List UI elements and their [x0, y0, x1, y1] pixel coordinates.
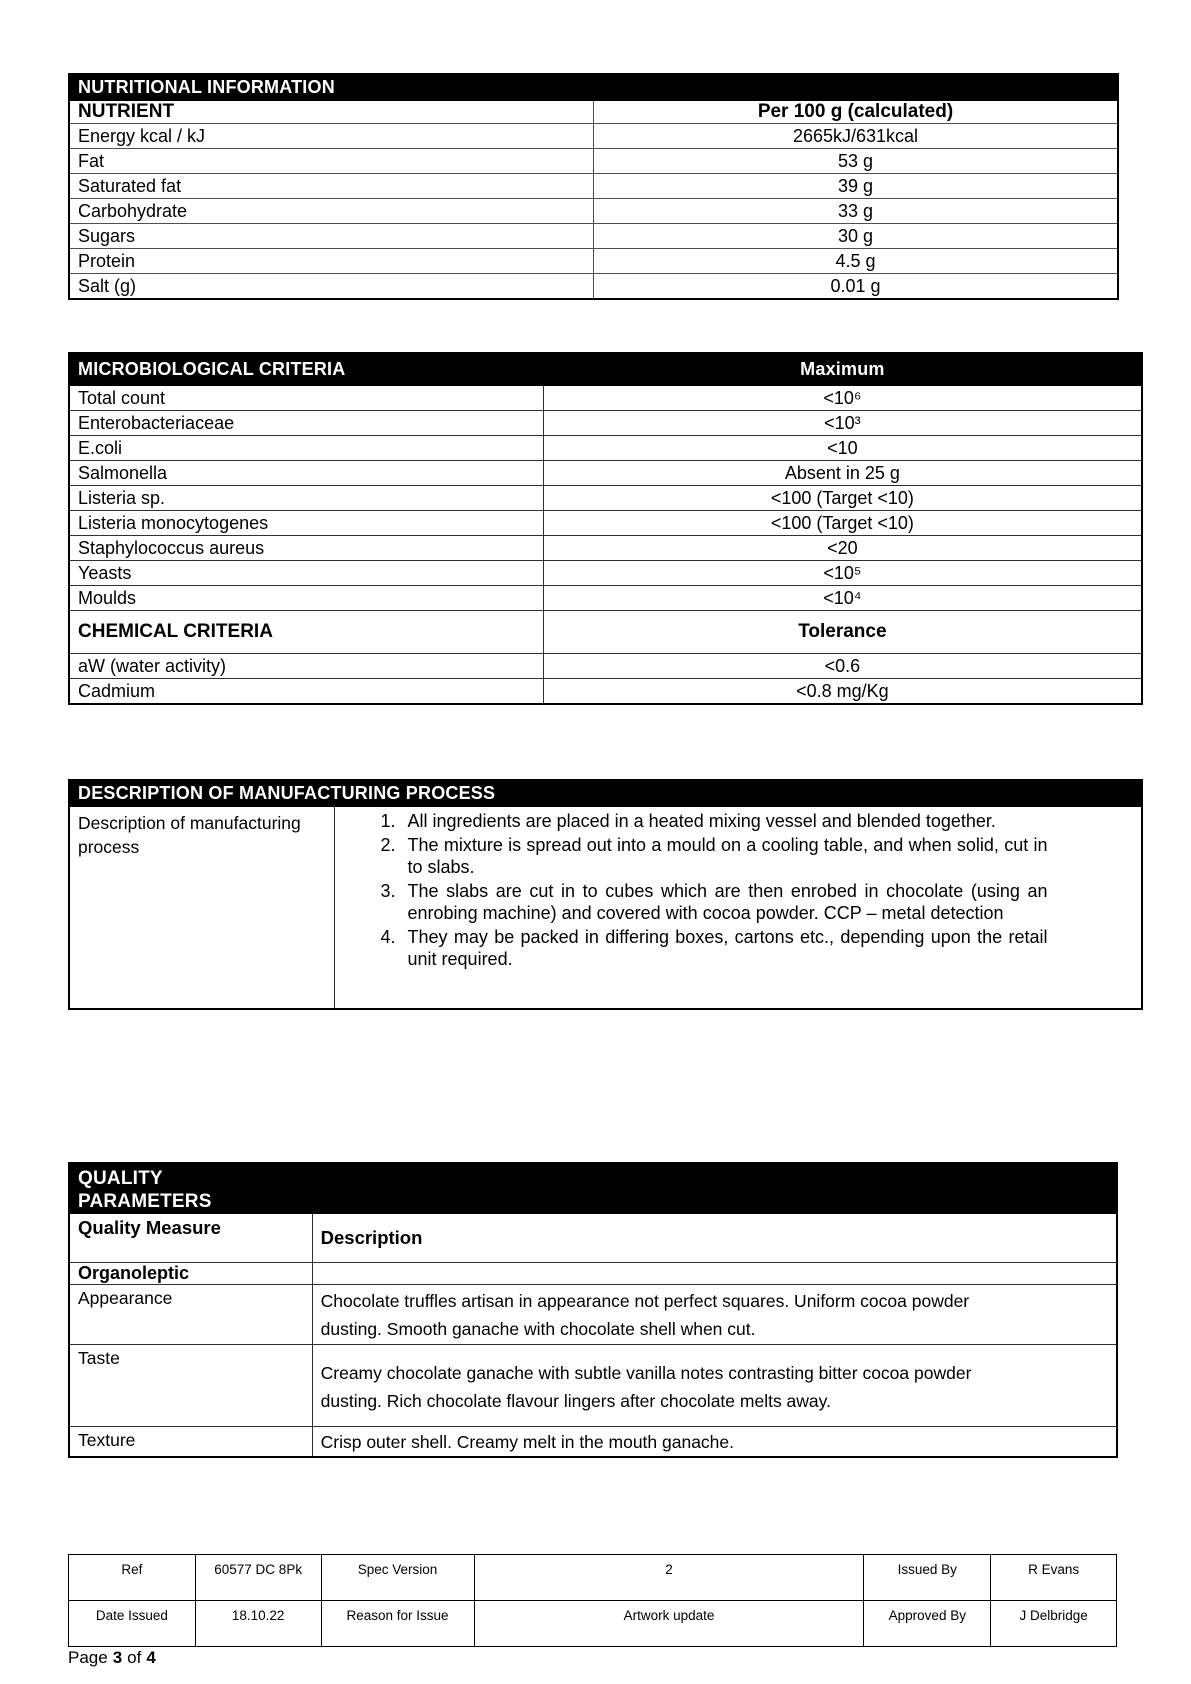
chemical-col-header-tolerance: Tolerance [543, 611, 1142, 654]
quality-title [69, 1163, 312, 1214]
nutrient-label: Carbohydrate [69, 199, 594, 224]
approved-by-label: Approved By [864, 1601, 991, 1647]
nutrient-value: 2665kJ/631kcal [594, 124, 1119, 149]
quality-description: Crisp outer shell. Creamy melt in the mouth ganache. [320, 1431, 735, 1452]
page-word: Page [68, 1648, 108, 1667]
micro-value: <20 [543, 536, 1142, 561]
table-row [69, 1345, 1117, 1427]
ref-label: Ref [69, 1555, 196, 1601]
chemical-criteria-title: CHEMICAL CRITERIA [69, 611, 543, 654]
nutrient-value: 39 g [594, 174, 1119, 199]
nutrition-title: NUTRITIONAL INFORMATION [69, 74, 1118, 101]
micro-label: Moulds [69, 586, 543, 611]
quality-label: Texture [69, 1427, 312, 1458]
micro-label: Total count [69, 386, 543, 411]
table-row [69, 1285, 1117, 1345]
manufacturing-process-table [68, 779, 1143, 1010]
micro-label: Salmonella [69, 461, 543, 486]
page-indicator [68, 1648, 156, 1668]
process-step: 2. The mixture is spread out into a mould on a cooling table, and when solid, cut in to slabs. [401, 834, 1048, 878]
nutrient-label: Protein [69, 249, 594, 274]
micro-value: <10 [543, 436, 1142, 461]
process-title: DESCRIPTION OF MANUFACTURING PROCESS [69, 780, 1142, 807]
page-of-word: of [127, 1648, 142, 1667]
table-row [69, 511, 1142, 536]
table-row [69, 586, 1142, 611]
quality-description: Creamy chocolate ganache with subtle vanilla notes contrasting bitter cocoa powder dusting. Rich chocolate flavour lingers after chocolate melts away. [320, 1362, 972, 1411]
micro-value: <100 (Target <10) [543, 486, 1142, 511]
table-row [69, 249, 1118, 274]
reason-for-issue-value: Artwork update [474, 1601, 864, 1647]
micro-col-header-maximum: Maximum [543, 353, 1142, 386]
quality-section-spacer [312, 1263, 1117, 1285]
table-row [69, 461, 1142, 486]
approved-by-value: J Delbridge [991, 1601, 1117, 1647]
process-steps-list [343, 810, 1133, 970]
table-row [69, 274, 1118, 300]
nutrient-label: Salt (g) [69, 274, 594, 300]
nutrient-value: 4.5 g [594, 249, 1119, 274]
nutrient-label: Energy kcal / kJ [69, 124, 594, 149]
micro-label: Yeasts [69, 561, 543, 586]
chemical-value: <0.8 mg/Kg [543, 679, 1142, 705]
date-issued-value: 18.10.22 [195, 1601, 321, 1647]
ref-value: 60577 DC 8Pk [195, 1555, 321, 1601]
table-row [69, 174, 1118, 199]
table-row [69, 436, 1142, 461]
micro-value: <10³ [543, 411, 1142, 436]
spec-version-label: Spec Version [321, 1555, 474, 1601]
table-row [69, 149, 1118, 174]
nutrient-value: 53 g [594, 149, 1119, 174]
nutrient-value: 0.01 g [594, 274, 1119, 300]
chemical-value: <0.6 [543, 654, 1142, 679]
micro-title: MICROBIOLOGICAL CRITERIA [69, 353, 543, 386]
nutrient-value: 33 g [594, 199, 1119, 224]
nutrient-label: Fat [69, 149, 594, 174]
quality-description: Chocolate truffles artisan in appearance not perfect squares. Uniform cocoa powder dusting. Smooth ganache with chocolate shell when cut. [320, 1290, 970, 1339]
quality-label: Taste [69, 1345, 312, 1427]
quality-col-header-measure: Quality Measure [69, 1214, 312, 1263]
chemical-label: aW (water activity) [69, 654, 543, 679]
micro-value: <10⁵ [543, 561, 1142, 586]
spec-version-value: 2 [474, 1555, 864, 1601]
micro-label: Enterobacteriaceae [69, 411, 543, 436]
page-total: 4 [146, 1648, 156, 1667]
process-step: 1. All ingredients are placed in a heated mixing vessel and blended together. [401, 810, 1048, 832]
quality-title-line1: QUALITY [78, 1168, 163, 1189]
nutrition-col-header-nutrient: NUTRIENT [69, 101, 594, 124]
table-row [69, 386, 1142, 411]
issued-by-value: R Evans [991, 1555, 1117, 1601]
page-current: 3 [112, 1648, 123, 1667]
nutrition-col-header-per100g: Per 100 g (calculated) [594, 101, 1119, 124]
micro-value: <10⁴ [543, 586, 1142, 611]
process-step: 4. They may be packed in differing boxes, cartons etc., depending upon the retail unit required. [401, 926, 1048, 970]
micro-label: Listeria monocytogenes [69, 511, 543, 536]
date-issued-label: Date Issued [69, 1601, 196, 1647]
issued-by-label: Issued By [864, 1555, 991, 1601]
process-step: 3. The slabs are cut in to cubes which are then enrobed in chocolate (using an enrobing machine) and covered with cocoa powder. CCP – metal detection [401, 880, 1048, 924]
table-row [69, 411, 1142, 436]
quality-label: Appearance [69, 1285, 312, 1345]
nutrient-label: Sugars [69, 224, 594, 249]
table-row [69, 1555, 1117, 1601]
reason-for-issue-label: Reason for Issue [321, 1601, 474, 1647]
nutrient-value: 30 g [594, 224, 1119, 249]
quality-title-spacer [312, 1163, 1117, 1214]
micro-label: E.coli [69, 436, 543, 461]
table-row [69, 679, 1142, 705]
microbiological-table [68, 352, 1143, 705]
micro-value: Absent in 25 g [543, 461, 1142, 486]
micro-value: <10⁶ [543, 386, 1142, 411]
micro-label: Listeria sp. [69, 486, 543, 511]
chemical-label: Cadmium [69, 679, 543, 705]
nutrition-table [68, 73, 1119, 300]
table-row [69, 536, 1142, 561]
quality-parameters-table [68, 1162, 1118, 1458]
table-row [69, 1427, 1117, 1458]
process-label: Description of manufacturing process [78, 813, 301, 857]
micro-value: <100 (Target <10) [543, 511, 1142, 536]
table-row [69, 654, 1142, 679]
table-row [69, 1601, 1117, 1647]
quality-col-header-description: Description [312, 1214, 1117, 1263]
table-row [69, 199, 1118, 224]
table-row [69, 561, 1142, 586]
table-row [69, 224, 1118, 249]
table-row [69, 486, 1142, 511]
nutrient-label: Saturated fat [69, 174, 594, 199]
table-row [69, 124, 1118, 149]
quality-title-line2: PARAMETERS [78, 1191, 212, 1212]
micro-label: Staphylococcus aureus [69, 536, 543, 561]
document-control-table [68, 1554, 1117, 1647]
quality-section-organoleptic: Organoleptic [69, 1263, 312, 1285]
